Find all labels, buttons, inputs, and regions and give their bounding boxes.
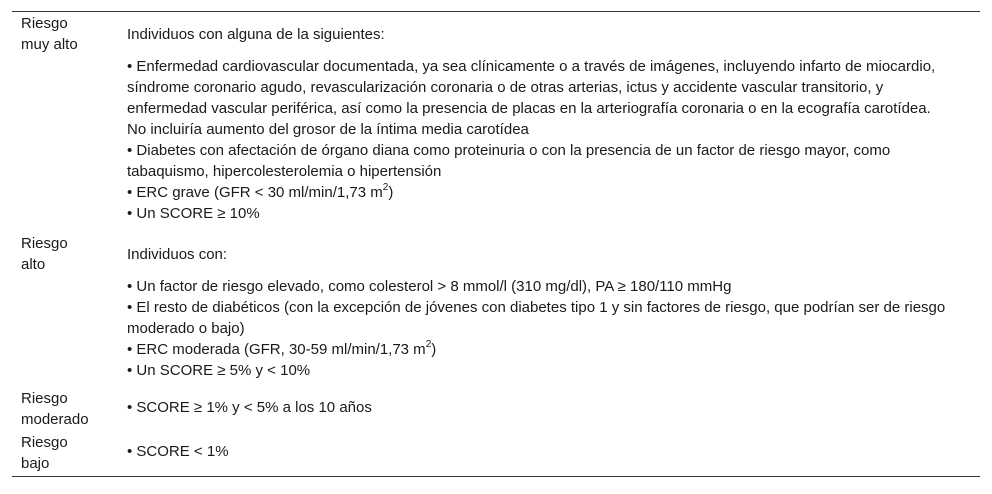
table-row-very-high-risk [12, 12, 980, 233]
list-item: • El resto de diabéticos (con la excepción de jóvenes con diabetes tipo 1 y sin factores de riesgo, que podrían ser de riesgo moderado o bajo) [127, 299, 946, 337]
risk-content-high [122, 233, 980, 388]
superscript: 2 [425, 339, 432, 350]
risk-label-moderate [12, 388, 122, 432]
list-item: • Enfermedad cardiovascular documentada, ya sea clínicamente o a través de imágenes, incluyendo infarto de miocardio, síndrome coronario agudo, revascularización coronaria o de otras arterias, ictus y accidente vascular transitorio, y enfermedad vascular periférica, así como la presencia de placas en la arteriografía coronaria o en la ecografía carotídea. No incluiría aumento del grosor de la íntima media carotídea [127, 58, 936, 138]
list-item: • SCORE < 1% [127, 443, 229, 460]
risk-label-line2: bajo [21, 455, 50, 472]
list-item: • Un SCORE ≥ 10% [127, 205, 260, 222]
list-item [127, 182, 952, 203]
list-item [127, 339, 952, 360]
risk-label-line1: Riesgo [21, 15, 68, 32]
risk-label-line1: Riesgo [21, 390, 68, 407]
risk-label-line2: moderado [21, 411, 89, 428]
row-intro: Individuos con: [127, 246, 228, 263]
risk-content-very-high [122, 13, 980, 233]
item-text-end: ) [388, 184, 394, 201]
risk-label-line1: Riesgo [21, 434, 68, 451]
superscript: 2 [382, 182, 389, 193]
risk-classification-table [12, 11, 980, 477]
risk-label-low [12, 432, 122, 476]
risk-label-line1: Riesgo [21, 235, 68, 252]
item-text: • ERC grave (GFR < 30 ml/min/1,73 m [127, 184, 383, 201]
item-text-end: ) [431, 341, 437, 358]
list-item: • Diabetes con afectación de órgano diana como proteinuria o con la presencia de un factor de riesgo mayor, como tabaquismo, hipercolesterolemia o hipertensión [127, 142, 891, 180]
table-row-high-risk [12, 233, 980, 388]
item-text: • ERC moderada (GFR, 30-59 ml/min/1,73 m [127, 341, 426, 358]
table-row-low-risk [12, 432, 980, 476]
table-row-moderate-risk [12, 388, 980, 432]
risk-label-high [12, 233, 122, 388]
risk-content-low [122, 432, 980, 476]
list-item: • SCORE ≥ 1% y < 5% a los 10 años [127, 399, 372, 416]
list-item: • Un SCORE ≥ 5% y < 10% [127, 362, 311, 379]
list-item: • Un factor de riesgo elevado, como colesterol > 8 mmol/l (310 mg/dl), PA ≥ 180/110 mmHg [127, 278, 732, 295]
row-intro: Individuos con alguna de la siguientes: [127, 26, 385, 43]
risk-label-very-high [12, 13, 122, 233]
risk-label-line2: muy alto [21, 36, 78, 53]
risk-label-line2: alto [21, 256, 46, 273]
risk-content-moderate [122, 388, 980, 432]
